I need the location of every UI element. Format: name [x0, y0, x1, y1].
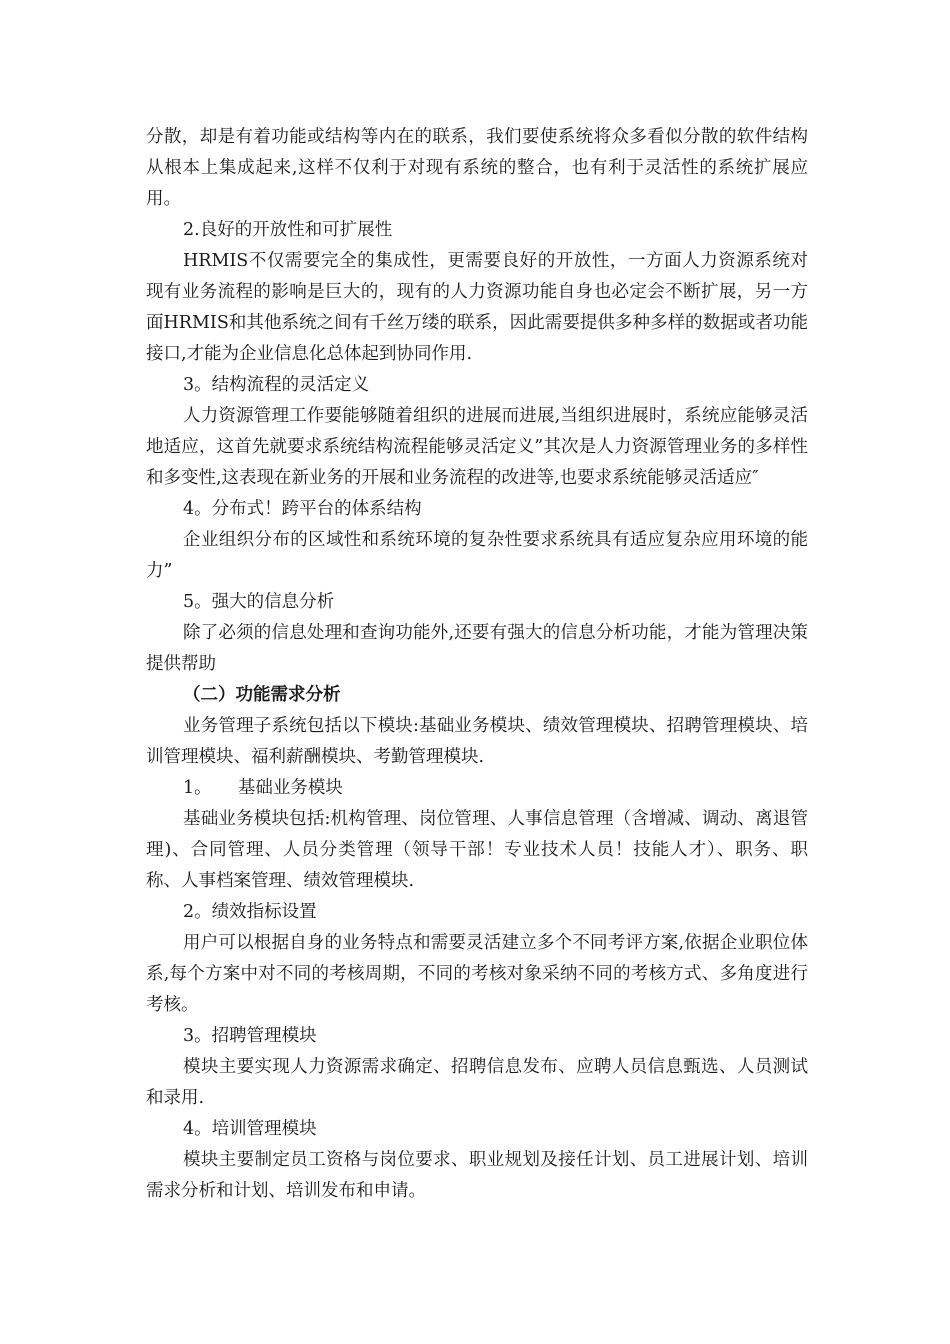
paragraph: 基础业务模块包括:机构管理、岗位管理、人事信息管理（含增减、调动、离退管理)、合同管理、人员分类管理（领导干部！专业技术人员！技能人才）、职务、职称、人事档案管理、绩效管理模块. [146, 809, 808, 891]
section-heading: 4。分布式！跨平台的体系结构 [183, 499, 422, 519]
section-heading: 5。强大的信息分析 [183, 592, 335, 612]
paragraph: 模块主要制定员工资格与岗位要求、职业规划及接任计划、员工进展计划、培训需求分析和计划、培训发布和申请。 [146, 1150, 808, 1201]
chapter-heading: （二）功能需求分析 [183, 685, 341, 705]
paragraph: 除了必须的信息处理和查询功能外,还要有强大的信息分析功能，才能为管理决策提供帮助 [146, 623, 808, 674]
section-heading: 1。 基础业务模块 [183, 778, 343, 798]
paragraph: 人力资源管理工作要能够随着组织的进展而进展,当组织进展时，系统应能够灵活地适应，这首先就要求系统结构流程能够灵活定义”其次是人力资源管理业务的多样性和多变性,这表现在新业务的开展和业务流程的改进等,也要求系统能够灵活适应″ [146, 406, 808, 488]
paragraph: 分散，却是有着功能或结构等内在的联系，我们要使系统将众多看似分散的软件结构从根本上集成起来,这样不仅利于对现有系统的整合，也有利于灵活性的系统扩展应用。 [146, 127, 808, 209]
paragraph: 业务管理子系统包括以下模块:基础业务模块、绩效管理模块、招聘管理模块、培训管理模块、福利薪酬模块、考勤管理模块. [146, 716, 808, 767]
section-heading: 2。绩效指标设置 [183, 902, 317, 922]
section-heading: 3。结构流程的灵活定义 [183, 375, 370, 395]
paragraph: 企业组织分布的区域性和系统环境的复杂性要求系统具有适应复杂应用环境的能力” [146, 530, 808, 581]
document-body [146, 122, 808, 1207]
section-heading: 4。培训管理模块 [183, 1119, 317, 1139]
section-heading: 3。招聘管理模块 [183, 1026, 317, 1046]
paragraph: HRMIS不仅需要完全的集成性，更需要良好的开放性，一方面人力资源系统对现有业务流程的影响是巨大的，现有的人力资源功能自身也必定会不断扩展，另一方面HRMIS和其他系统之间有千丝万缕的联系，因此需要提供多种多样的数据或者功能接口,才能为企业信息化总体起到协同作用. [146, 251, 808, 364]
paragraph: 模块主要实现人力资源需求确定、招聘信息发布、应聘人员信息甄选、人员测试和录用. [146, 1057, 808, 1108]
section-heading: 2.良好的开放性和可扩展性 [183, 220, 393, 240]
paragraph: 用户可以根据自身的业务特点和需要灵活建立多个不同考评方案,依据企业职位体系,每个方案中对不同的考核周期，不同的考核对象采纳不同的考核方式、多角度进行考核。 [146, 933, 808, 1015]
